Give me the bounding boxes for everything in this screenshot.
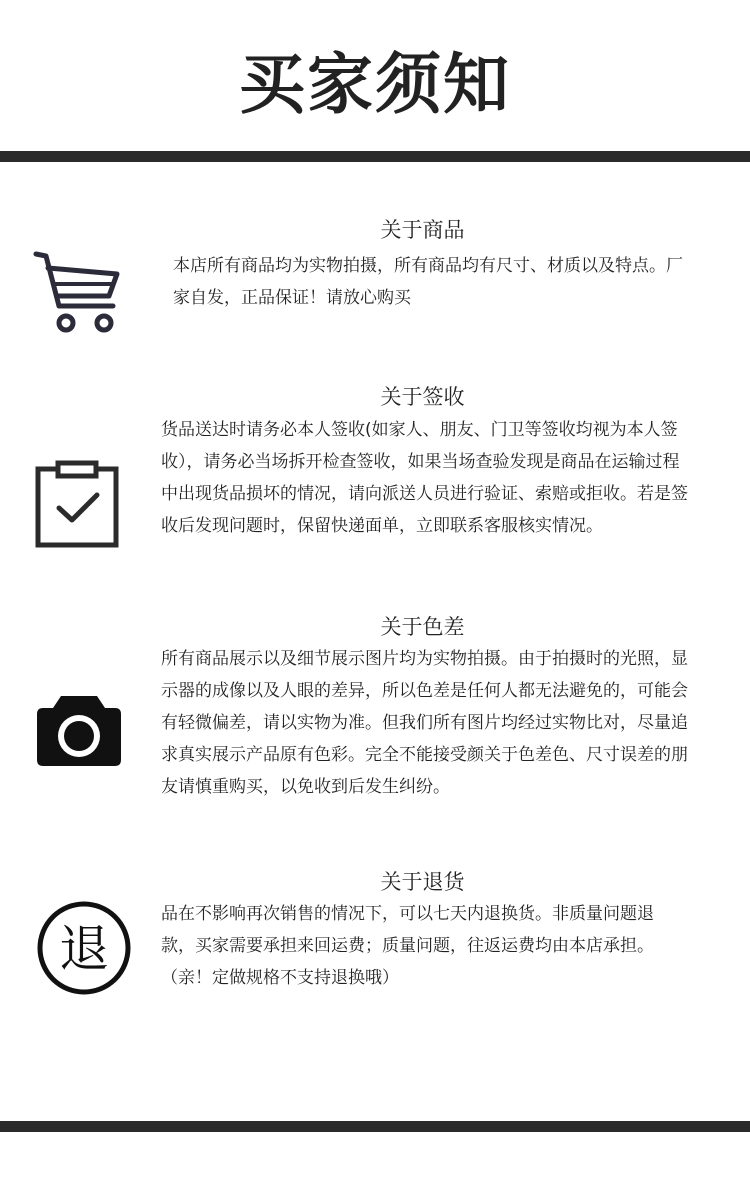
clipboard-check-icon: [35, 460, 121, 550]
return-badge-glyph: 退: [59, 920, 109, 978]
camera-icon: [35, 692, 123, 768]
page-title: 买家须知: [239, 46, 511, 123]
top-divider: [0, 151, 750, 162]
section-body: 品在不影响再次销售的情况下，可以七天内退换货。非质量问题退款，买家需要承担来回运费；质量问题，往返运费均由本店承担。（亲！定做规格不支持退换哦）: [161, 904, 654, 988]
section-title: 关于商品: [380, 218, 465, 242]
section-body: 所有商品展示以及细节展示图片均为实物拍摄。由于拍摄时的光照，显示器的成像以及人眼的差异，所以色差是任何人都无法避免的，可能会有轻微偏差，请以实物为准。但我们所有图片均经过实物比对，尽量追求真实展示产品原有色彩。完全不能接受颜关于色差色、尺寸误差的朋友请慎重购买，以免收到后发生纠纷。: [161, 649, 688, 797]
section-body: 货品送达时请务必本人签收(如家人、朋友、门卫等签收均视为本人签收），请务必当场拆开检查签收，如果当场查验发现是商品在运输过程中出现货品损坏的情况，请向派送人员进行验证、索赔或拒收。若是签收后发现问题时，保留快递面单，立即联系客服核实情况。: [161, 420, 688, 536]
section-body: 本店所有商品均为实物拍摄，所有商品均有尺寸、材质以及特点。厂家自发，正品保证！请放心购买: [173, 256, 683, 308]
shopping-cart-icon: [33, 250, 121, 334]
section-title: 关于退货: [380, 870, 465, 894]
return-badge-icon: [36, 900, 132, 996]
section-title: 关于色差: [380, 615, 465, 639]
bottom-divider: [0, 1121, 750, 1132]
section-title: 关于签收: [380, 385, 465, 409]
